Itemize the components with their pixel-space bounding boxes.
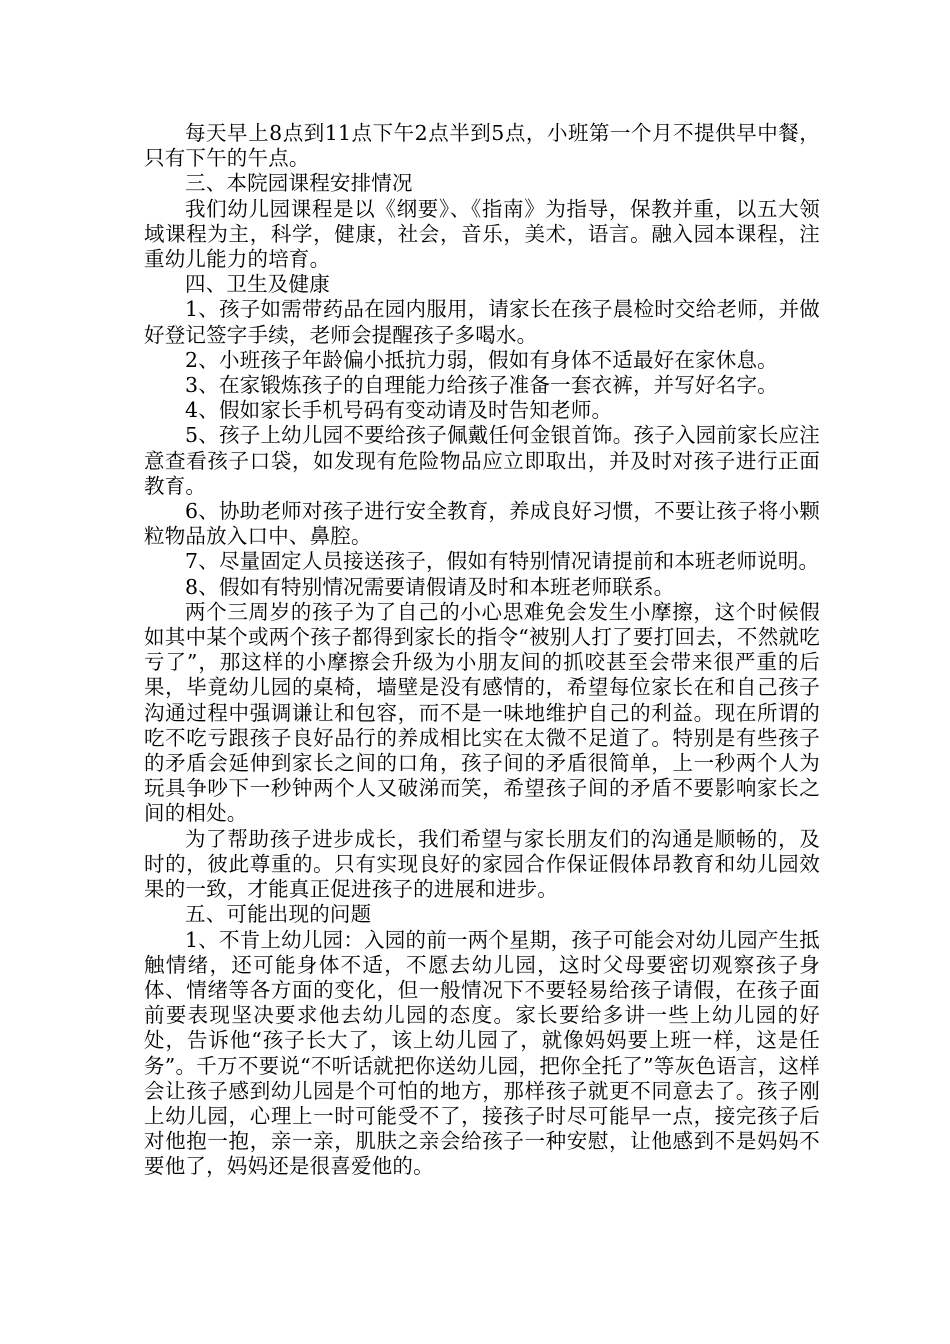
health-item-5: 5、孩子上幼儿园不要给孩子佩戴任何金银首饰。孩子入园前家长应注意查看孩子口袋，如发现有危险物品应立即取出，并及时对孩子进行正面教育。 [144,423,820,498]
heading-health: 四、卫生及健康 [185,272,330,297]
document-page [144,121,820,1180]
paragraph-communication: 为了帮助孩子进步成长，我们希望与家长朋友们的沟通是顺畅的，及时的，彼此尊重的。只有实现良好的家园合作保证假体昂教育和幼儿园效果的一致，才能真正促进孩子的进展和进步。 [144,826,820,902]
paragraph-schedule: 每天早上8点到11点下午2点半到5点，小班第一个月不提供早中餐，只有下午的午点。 [144,121,820,171]
health-item-8: 8、假如有特别情况需要请假请及时和本班老师联系。 [185,574,675,599]
health-item-2: 2、小班孩子年龄偏小抵抗力弱，假如有身体不适最好在家休息。 [185,347,778,372]
health-item-1: 1、孩子如需带药品在园内服用，请家长在孩子晨检时交给老师，并做好登记签字手续，老师会提醒孩子多喝水。 [144,297,820,347]
health-item-6: 6、协助老师对孩子进行安全教育，养成良好习惯，不要让孩子将小颗粒物品放入口中、鼻腔。 [144,499,820,549]
paragraph-conflicts: 两个三周岁的孩子为了自己的小心思难免会发生小摩擦，这个时候假如其中某个或两个孩子都得到家长的指令“被别人打了要打回去，不然就吃亏了”，那这样的小摩擦会升级为小朋友间的抓咬甚至会带来很严重的后果，毕竟幼儿园的桌椅，墙壁是没有感情的，希望每位家长在和自己孩子沟通过程中强调谦让和包容，而不是一味地维护自己的利益。现在所谓的吃不吃亏跟孩子良好品行的养成相比实在太微不足道了。特别是有些孩子的矛盾会延伸到家长之间的口角，孩子间的矛盾很简单，上一秒两个人为玩具争吵下一秒钟两个人又破涕而笑，希望孩子间的矛盾不要影响家长之间的相处。 [144,599,820,826]
health-item-7: 7、尽量固定人员接送孩子，假如有特别情况请提前和本班老师说明。 [185,549,820,574]
problem-item-1: 1、不肯上幼儿园：入园的前一两个星期，孩子可能会对幼儿园产生抵触情绪，还可能身体不适，不愿去幼儿园，这时父母要密切观察孩子身体、情绪等各方面的变化，但一般情况下不要轻易给孩子请假，在孩子面前要表现坚决要求他去幼儿园的态度。家长要给多讲一些上幼儿园的好处，告诉他“孩子长大了，该上幼儿园了，就像妈妈要上班一样，这是任务”。千万不要说“不听话就把你送幼儿园，把你全托了”等灰色语言，这样会让孩子感到幼儿园是个可怕的地方，那样孩子就更不同意去了。孩子刚上幼儿园，心理上一时可能受不了，接孩子时尽可能早一点，接完孩子后对他抱一抱，亲一亲，肌肤之亲会给孩子一种安慰，让他感到不是妈妈不要他了，妈妈还是很喜爱他的。 [144,927,820,1179]
health-item-3: 3、在家锻炼孩子的自理能力给孩子准备一套衣裤，并写好名字。 [185,373,778,398]
heading-problems: 五、可能出现的问题 [185,902,372,927]
heading-curriculum: 三、本院园课程安排情况 [185,171,413,196]
health-item-4: 4、假如家长手机号码有变动请及时告知老师。 [185,398,613,423]
paragraph-curriculum: 我们幼儿园课程是以《纲要》、《指南》为指导，保教并重，以五大领域课程为主，科学，健康，社会，音乐，美术，语言。融入园本课程，注重幼儿能力的培育。 [144,196,820,272]
